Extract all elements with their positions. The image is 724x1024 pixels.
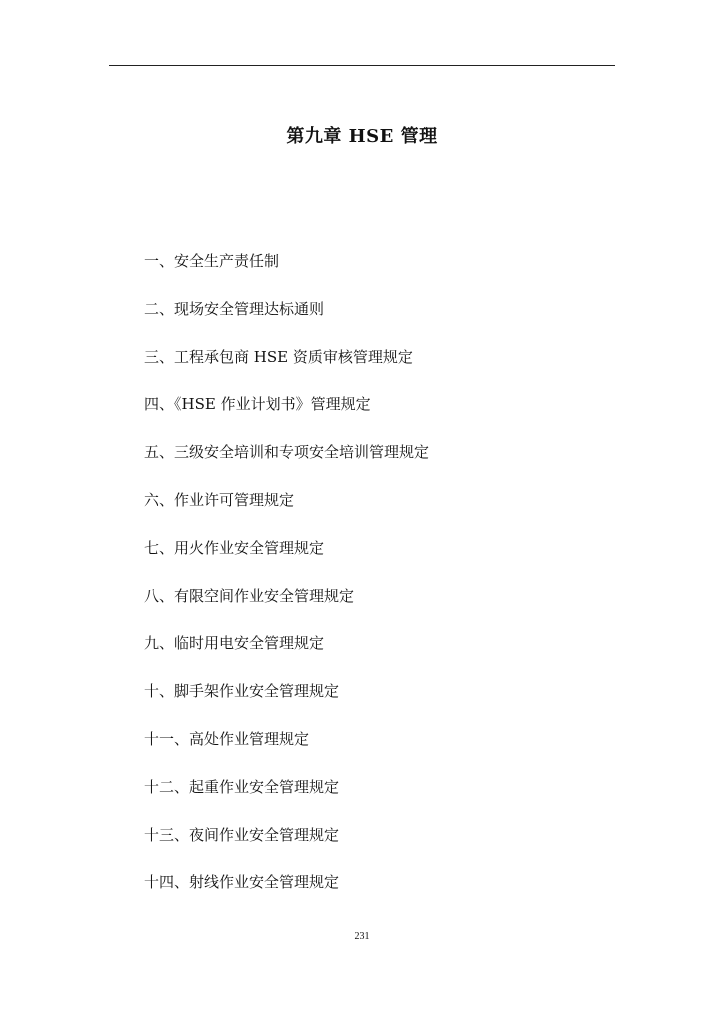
- chapter-title: 第九章 HSE 管理: [286, 126, 438, 147]
- toc-item: 九、临时用电安全管理规定: [144, 634, 325, 653]
- toc-item: 三、工程承包商 HSE 资质审核管理规定: [144, 347, 413, 366]
- toc-item: 十二、起重作业安全管理规定: [144, 777, 340, 796]
- toc-list: [144, 249, 429, 918]
- page-number: 231: [354, 931, 370, 942]
- toc-item: 七、用火作业安全管理规定: [144, 538, 325, 557]
- toc-item: 五、三级安全培训和专项安全培训管理规定: [144, 443, 430, 462]
- toc-item: 十、脚手架作业安全管理规定: [144, 682, 340, 701]
- toc-item: 十一、高处作业管理规定: [144, 729, 310, 748]
- toc-item: 一、安全生产责任制: [144, 252, 280, 270]
- toc-item: 二、现场安全管理达标通则: [144, 299, 325, 318]
- toc-item: 十四、射线作业安全管理规定: [144, 873, 340, 892]
- toc-item: 四、《HSE 作业计划书》管理规定: [144, 395, 371, 414]
- header-rule: [109, 65, 615, 66]
- toc-item: 八、有限空间作业安全管理规定: [144, 586, 355, 605]
- toc-item: 十三、夜间作业安全管理规定: [144, 825, 340, 844]
- toc-item: 六、作业许可管理规定: [144, 490, 295, 509]
